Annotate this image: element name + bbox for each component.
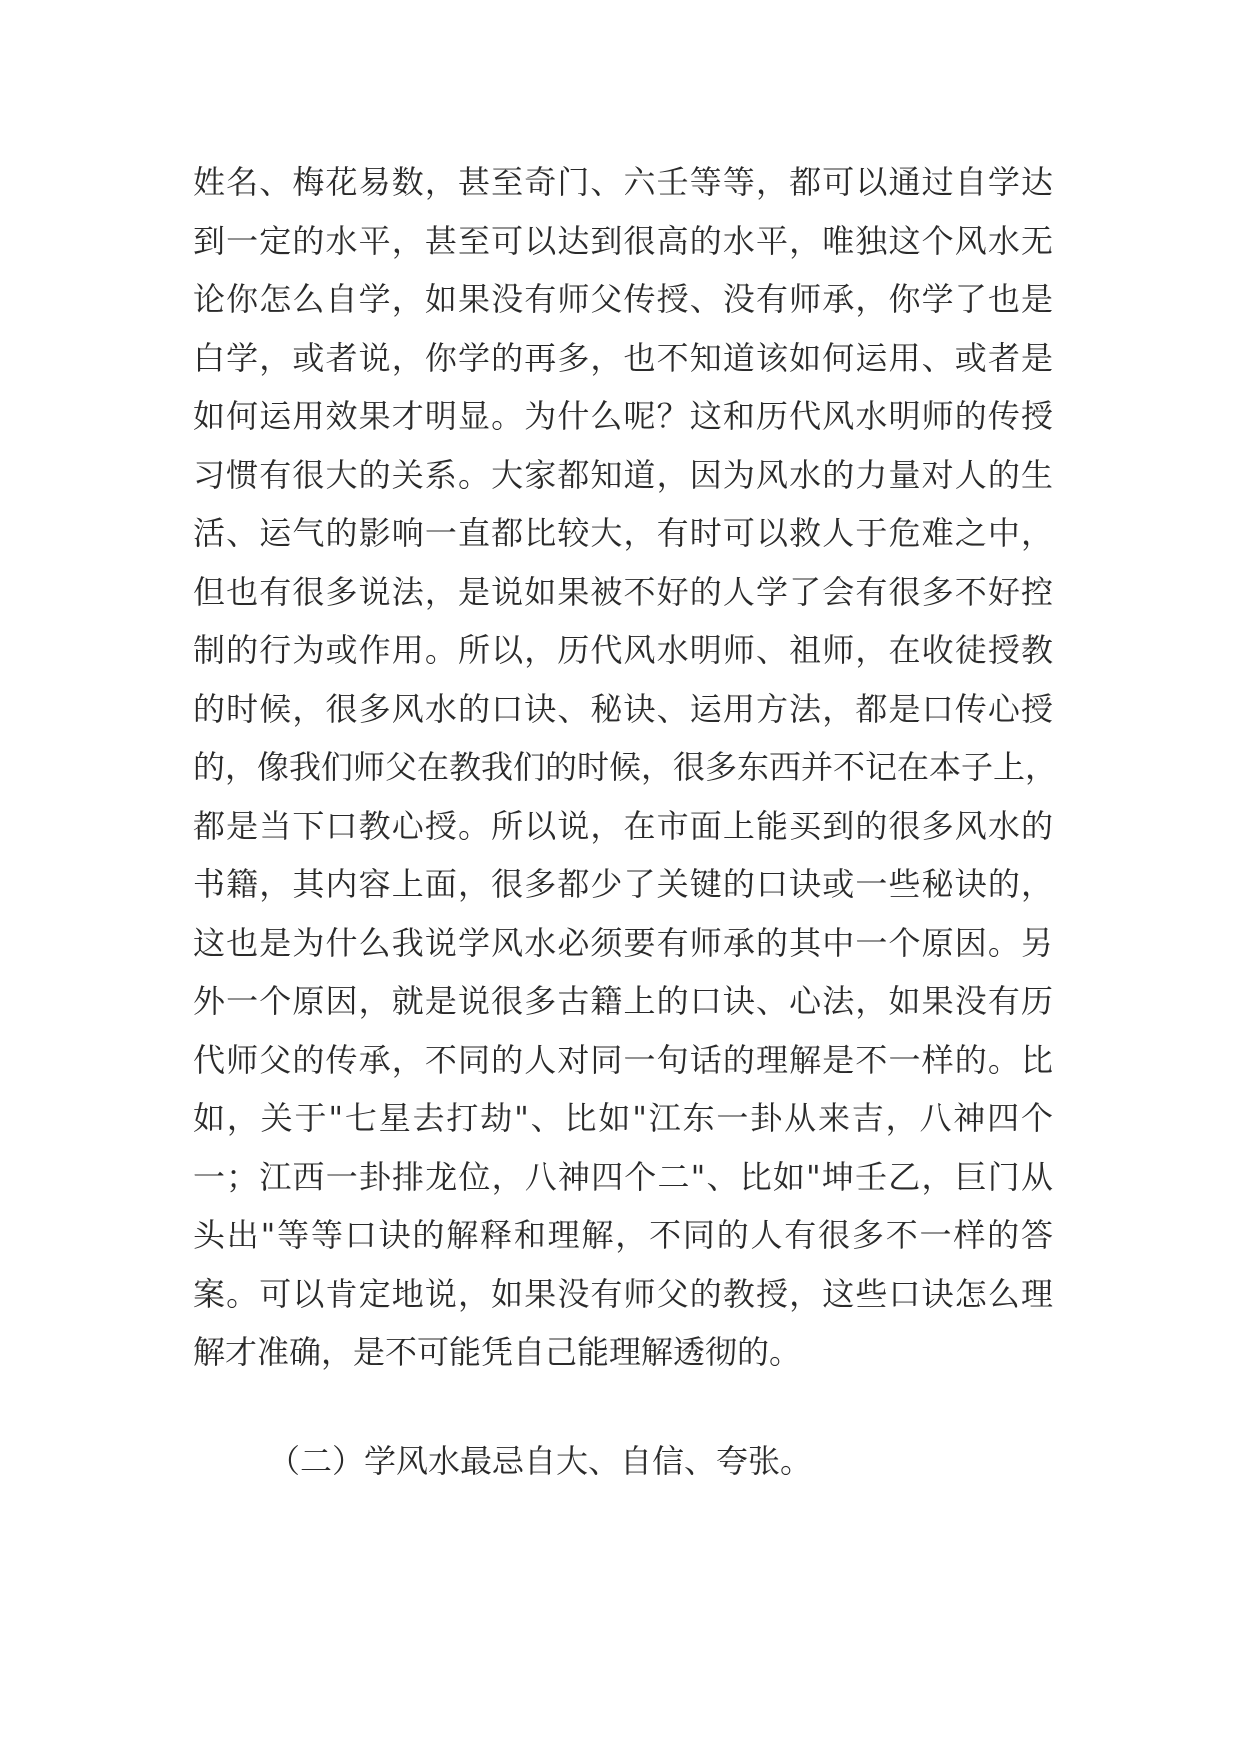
paragraph-line: 外一个原因，就是说很多古籍上的口诀、心法，如果没有历 [193, 982, 1053, 1020]
paragraph-line: 如，关于"七星去打劫"、比如"江东一卦从来吉，八神四个 [193, 1099, 1053, 1137]
paragraph-line: 解才准确，是不可能凭自己能理解透彻的。 [193, 1333, 802, 1371]
paragraph-line: 一；江西一卦排龙位，八神四个二"、比如"坤壬乙，巨门从 [193, 1157, 1053, 1196]
paragraph-line: 姓名、梅花易数，甚至奇门、六壬等等，都可以通过自学达 [193, 163, 1053, 201]
paragraph-line: 的，像我们师父在教我们的时候，很多东西并不记在本子上， [193, 748, 1058, 786]
paragraph-line: 活、运气的影响一直都比较大，有时可以救人于危难之中， [193, 514, 1053, 552]
paragraph-line: 的时候，很多风水的口诀、秘诀、运用方法，都是口传心授 [193, 689, 1053, 728]
paragraph-line: 如何运用效果才明显。为什么呢？这和历代风水明师的传授 [193, 397, 1053, 435]
section-heading: （二）学风水最忌自大、自信、夸张。 [268, 1442, 813, 1480]
paragraph-line: 但也有很多说法，是说如果被不好的人学了会有很多不好控 [193, 572, 1053, 611]
paragraph-line: 这也是为什么我说学风水必须要有师承的其中一个原因。另 [193, 923, 1053, 962]
paragraph-line: 习惯有很大的关系。大家都知道，因为风水的力量对人的生 [193, 455, 1053, 494]
paragraph-line: 白学，或者说，你学的再多，也不知道该如何运用、或者是 [193, 338, 1053, 377]
paragraph-line: 代师父的传承，不同的人对同一句话的理解是不一样的。比 [193, 1040, 1053, 1079]
paragraph-line: 都是当下口教心授。所以说，在市面上能买到的很多风水的 [193, 806, 1053, 845]
paragraph-line: 案。可以肯定地说，如果没有师父的教授，这些口诀怎么理 [193, 1274, 1053, 1313]
paragraph-line: 到一定的水平，甚至可以达到很高的水平，唯独这个风水无 [193, 221, 1053, 260]
paragraph-line: 书籍，其内容上面，很多都少了关键的口诀或一些秘诀的， [193, 865, 1053, 903]
paragraph-line: 论你怎么自学，如果没有师父传授、没有师承，你学了也是 [193, 280, 1053, 318]
paragraph-line: 制的行为或作用。所以，历代风水明师、祖师，在收徒授教 [193, 631, 1053, 669]
body-paragraph [193, 153, 1058, 1382]
paragraph-line: 头出"等等口诀的解释和理解，不同的人有很多不一样的答 [193, 1216, 1053, 1254]
